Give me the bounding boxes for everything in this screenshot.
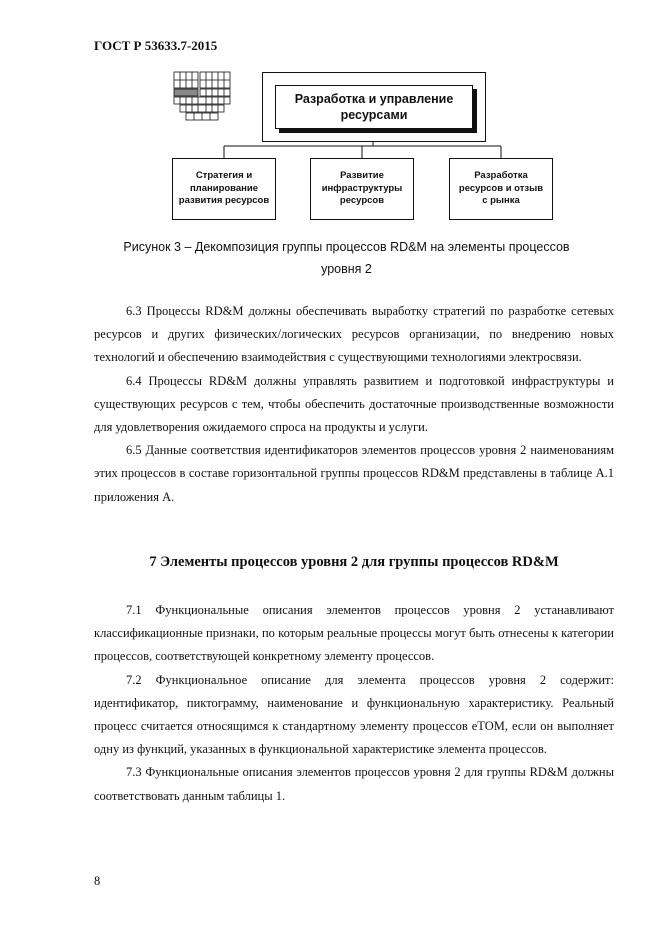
paragraph-6-5: 6.5 Данные соответствия идентификаторов элементов процессов уровня 2 наименованиям этих процессов в составе горизонтальной группы процессов RD&M представлены в таблице А.1 приложения А. <box>94 443 614 504</box>
diagram-connectors <box>224 140 501 158</box>
subprocess-label: Стратегия и планирование развития ресурсов <box>178 170 270 207</box>
main-process-label: Разработка и управление ресурсами <box>275 85 473 129</box>
paragraphs-section-6 <box>94 300 614 509</box>
paragraph-7-2: 7.2 Функциональное описание для элемента процессов уровня 2 содержит: идентификатор, пиктограмму, наименование и функциональную характеристику. Реальный процесс считается относящимся к стандартному элементу процессов eTOM, если он выполняет одну из функций, указанных в функциональной характеристике элемента процессов. <box>94 672 614 757</box>
subprocess-box-infrastructure <box>310 158 414 220</box>
figure-caption <box>90 236 603 280</box>
paragraph-6-3: 6.3 Процессы RD&M должны обеспечивать выработку стратегий по разработке сетевых ресурсов и других физических/логических ресурсов организации, по внедрению новых технологий и обеспечению взаимодействия с существующими технологиями электросвязи. <box>94 304 614 365</box>
caption-line-1: Рисунок 3 – Декомпозиция группы процессов RD&M на элементы процессов <box>123 240 570 254</box>
subprocess-box-development <box>449 158 553 220</box>
paragraph-7-3: 7.3 Функциональные описания элементов процессов уровня 2 для группы RD&M должны соответствовать данным таблицы 1. <box>94 765 614 803</box>
main-process-box <box>262 72 486 142</box>
caption-line-2: уровня 2 <box>321 262 372 276</box>
process-grid-icon <box>174 72 230 120</box>
paragraph-7-1: 7.1 Функциональные описания элементов процессов уровня 2 устанавливают классификационные признаки, по которым реальные процессы могут быть отнесены к категории процессов, соответствующей конкретному элементу процессов. <box>94 603 614 664</box>
subprocess-box-strategy <box>172 158 276 220</box>
page-number: 8 <box>94 874 101 888</box>
paragraph-6-4: 6.4 Процессы RD&M должны управлять развитием и подготовкой инфраструктуры и существующих ресурсов с тем, чтобы обеспечить достаточные производственные возможности для удовлетворения ожидаемого спроса на продукты и услуги. <box>94 373 614 435</box>
section-heading: 7 Элементы процессов уровня 2 для группы процессов RD&M <box>149 554 559 570</box>
subprocess-label: Развитие инфраструктуры ресурсов <box>321 170 403 207</box>
subprocess-label: Разработка ресурсов и отзыв с рынка <box>458 170 544 207</box>
document-header: ГОСТ Р 53633.7-2015 <box>94 38 218 53</box>
paragraphs-section-7 <box>94 599 614 808</box>
